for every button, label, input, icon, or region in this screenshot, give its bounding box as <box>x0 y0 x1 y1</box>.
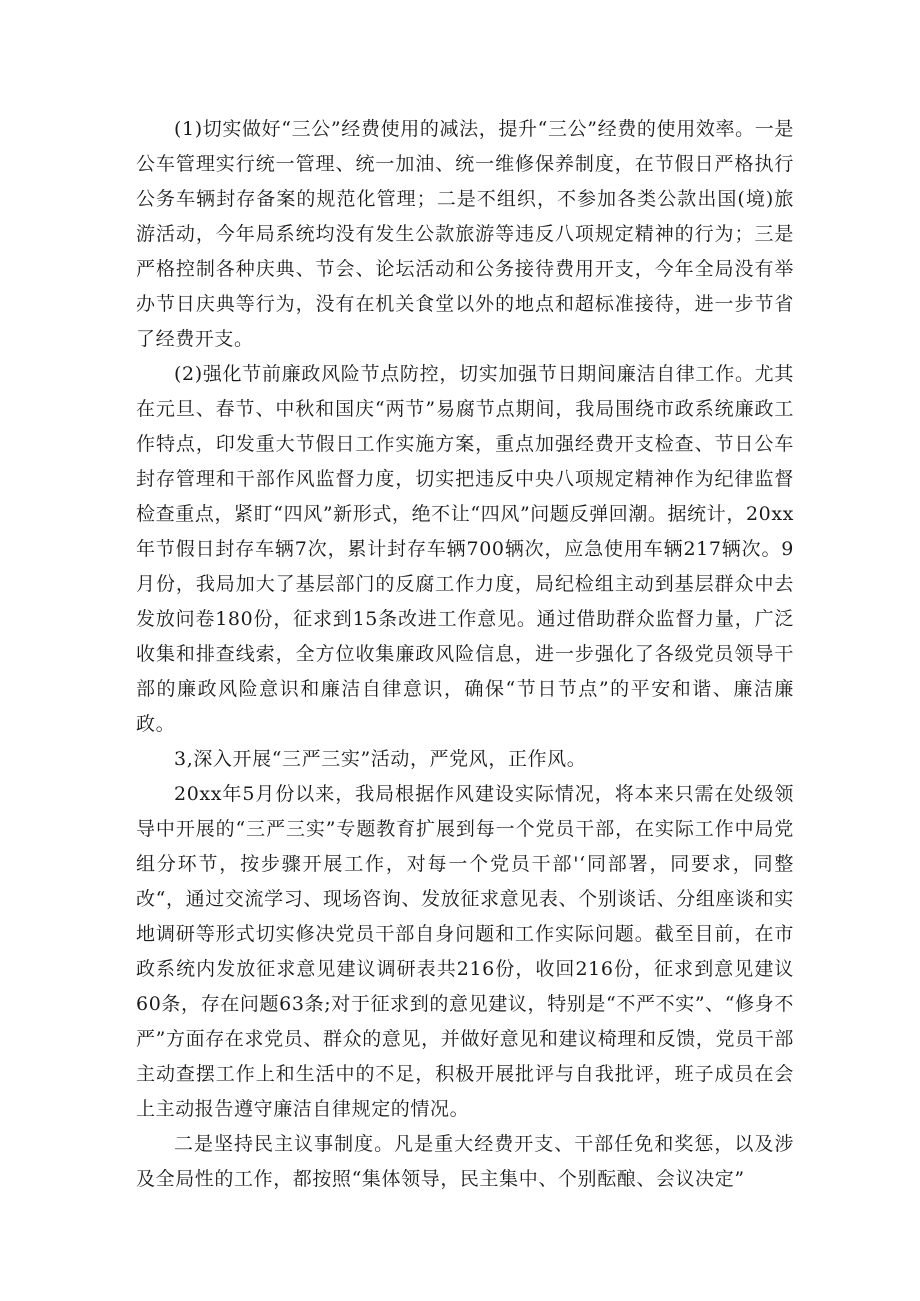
paragraph-democratic-decision: 二是坚持民主议事制度。凡是重大经费开支、干部任免和奖惩，以及涉及全局性的工作，都按照“集体领导，民主集中、个别酝酿、会议决定” <box>136 1133 794 1190</box>
paragraph-three-stricts-activity: 20xx年5月份以来，我局根据作风建设实际情况，将本来只需在处级领导中开展的“三严三实”专题教育扩展到每一个党员干部，在实际工作中局党组分环节，按步骤开展工作，对每一个党员干部'‘同部署，同要求，同整改“，通过交流学习、现场咨询、发放征求意见表、个别谈话、分组座谈和实地调研等形式切实修决党员干部自身问题和工作实际问题。截至目前，在市政系统内发放征求意见建议调研表共216份，收回216份，征求到意见建议60条，存在问题63条;对于征求到的意见建议，特别是“不严不实”、“修身不严”方面存在求党员、群众的意见，并做好意见和建议椅理和反馈，党员干部主动查摆工作上和生活中的不足，积极开展批评与自我批评，班子成员在会上主动报告遵守廉洁自律规定的情况。 <box>136 783 794 1120</box>
paragraph-holiday-risk-control: (2)强化节前廉政风险节点防控，切实加强节日期间廉洁自律工作。尤其在元旦、春节、中秋和国庆“两节”易腐节点期间，我局围绕市政系统廉政工作特点，印发重大节假日工作实施方案，重点加强经费开支检查、节日公车封存管理和干部作风监督力度，切实把违反中央八项规定精神作为纪律监督检查重点，紧盯“四风”新形式，绝不让“四风”问题反弹回潮。据统计，20xx年节假日封存车辆7次，累计封存车辆700辆次，应急使用车辆217辆次。9月份，我局加大了基层部门的反腐工作力度，局纪检组主动到基层群众中去发放问卷180份，征求到15条改进工作意见。通过借助群众监督力量，广泛收集和排查线索，全方位收集廉政风险信息，进一步强化了各级党员领导干部的廉政风险意识和廉洁自律意识，确保“节日节点”的平安和谐、廉洁廉政。 <box>136 363 794 735</box>
paragraph-sangong-expenses: (1)切实做好“三公”经费使用的减法，提升“三公”经费的使用效率。一是公车管理实行统一管理、统一加油、统一维修保养制度，在节假日严格执行公务车辆封存备案的规范化管理；二是不组织，不参加各类公款出国(境)旅游活动，今年局系统均没有发生公款旅游等违反八项规定精神的行为；三是严格控制各种庆典、节会、论坛活动和公务接待费用开支，今年全局没有举办节日庆典等行为，没有在机关食堂以外的地点和超标准接待，进一步节省了经费开支。 <box>136 118 794 350</box>
section-heading-three-stricts: 3,深入开展“三严三实”活动，严党风，正作风。 <box>174 748 587 770</box>
